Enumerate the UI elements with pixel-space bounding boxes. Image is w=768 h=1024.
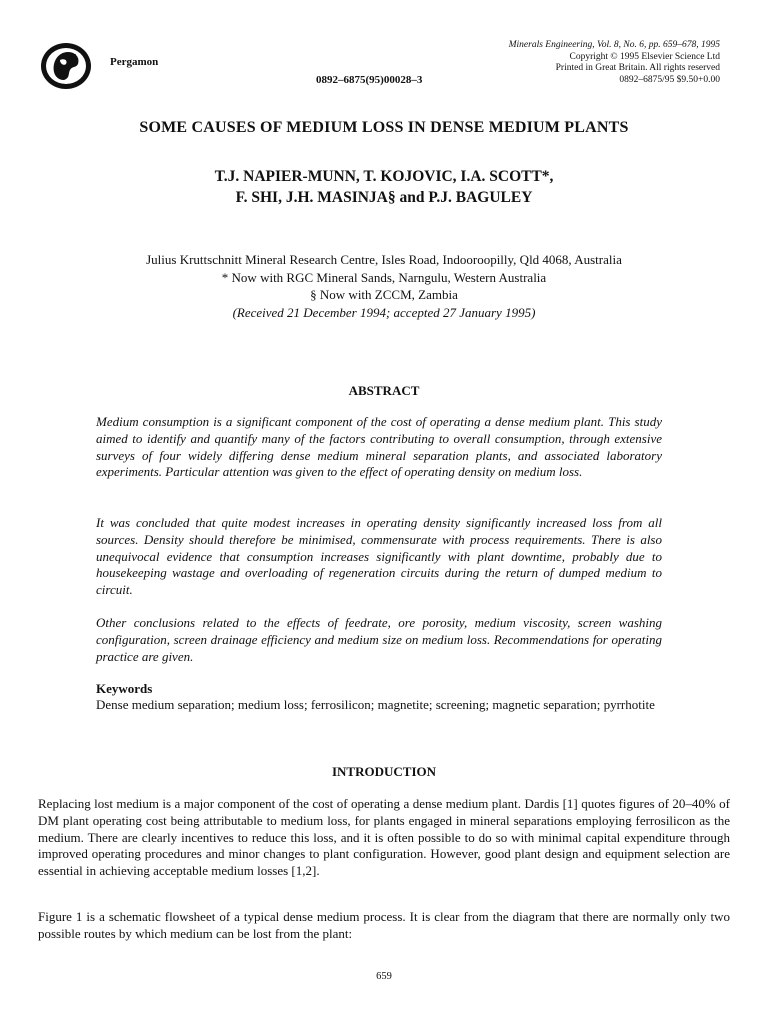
affiliation-line-3: § Now with ZCCM, Zambia	[310, 287, 458, 302]
journal-info	[509, 40, 720, 86]
journal-printed: Printed in Great Britain. All rights reserved	[555, 63, 720, 73]
abstract-paragraph-3: Other conclusions related to the effects of feedrate, ore porosity, medium viscosity, screen washing configuration, screen drainage efficiency and medium size on medium loss. Recommendations for operating practice are given.	[96, 615, 662, 664]
article-code: 0892–6875(95)00028–3	[316, 74, 423, 86]
author-block	[0, 166, 768, 208]
publisher-logo-icon	[40, 42, 92, 90]
affiliation-line-2: * Now with RGC Mineral Sands, Narngulu, Western Australia	[221, 269, 547, 285]
authors-line-2: F. SHI, J.H. MASINJA§ and P.J. BAGULEY	[235, 189, 533, 206]
page-number: 659	[376, 971, 392, 982]
introduction-paragraph-2: Figure 1 is a schematic flowsheet of a typical dense medium process. It is clear from the diagram that there are normally only two possible routes by which medium can be lost from the plant:	[38, 909, 730, 941]
received-dates: (Received 21 December 1994; accepted 27 January 1995)	[232, 304, 536, 320]
journal-copyright: Copyright © 1995 Elsevier Science Ltd	[569, 51, 720, 62]
keywords-heading: Keywords	[96, 681, 153, 696]
introduction-paragraph-1: Replacing lost medium is a major component of the cost of operating a dense medium plant. Dardis [1] quotes figures of 20–40% of DM plant operating cost being attributable to medium loss, for plants engaged in mineral separations employing ferrosilicon as the medium. There are clearly incentives to reduce this loss, and it is often possible to do so with minimal capital expenditure through improved operating procedures and minor changes to plant configuration. However, good plant design and equipment selection are essential in achieving acceptable medium losses [1,2].	[38, 796, 730, 879]
introduction-heading: INTRODUCTION	[331, 764, 436, 779]
publisher-name: Pergamon	[110, 56, 159, 68]
authors-line-1: T.J. NAPIER-MUNN, T. KOJOVIC, I.A. SCOTT*,	[214, 168, 554, 185]
paper-title: SOME CAUSES OF MEDIUM LOSS IN DENSE MEDIUM PLANTS	[139, 119, 629, 136]
journal-citation: Minerals Engineering, Vol. 8, No. 6, pp. 659–678, 1995	[508, 40, 720, 50]
affiliation-block	[0, 251, 768, 321]
affiliation-line-1: Julius Kruttschnitt Mineral Research Centre, Isles Road, Indooroopilly, Qld 4068, Australia	[146, 252, 622, 267]
abstract-heading: ABSTRACT	[348, 383, 420, 398]
abstract-paragraph-1: Medium consumption is a significant component of the cost of operating a dense medium plant. This study aimed to identify and quantify many of the factors contributing to overall consumption, through extensive surveys of four widely differing dense medium mineral separation plants, and associated laboratory experiments. Particular attention was given to the effect of operating density on medium loss.	[96, 414, 662, 480]
keywords-text: Dense medium separation; medium loss; ferrosilicon; magnetite; screening; magnetic separation; pyrrhotite	[96, 697, 655, 712]
abstract-paragraph-2: It was concluded that quite modest increases in operating density significantly increased loss from all sources. Density should therefore be minimised, commensurate with process requirements. There is also unequivocal evidence that consumption increases significantly with plant downtime, probably due to housekeeping wastage and overloading of regeneration circuits during the return of dumped medium to circuit.	[96, 515, 662, 598]
journal-price: 0892–6875/95 $9.50+0.00	[619, 74, 720, 85]
